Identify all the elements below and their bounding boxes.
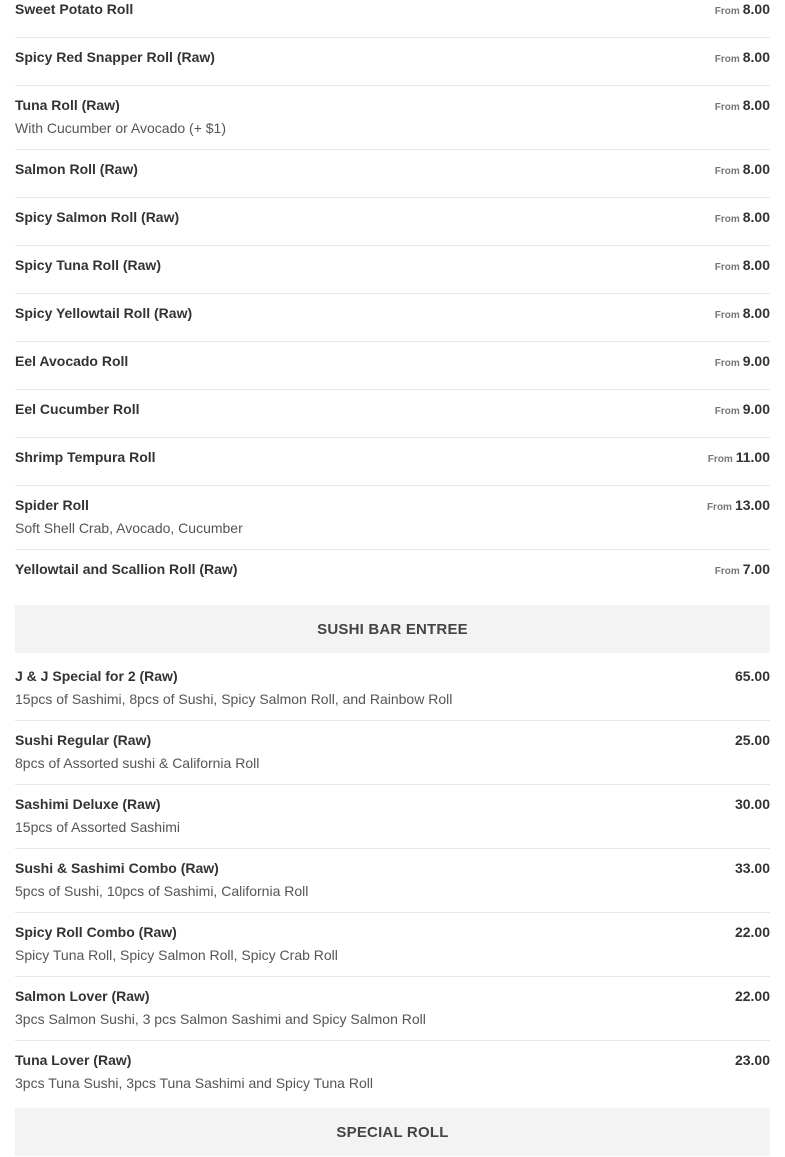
item-description: Spicy Tuna Roll, Spicy Salmon Roll, Spicy Crab Roll xyxy=(15,947,338,963)
item-price: 30.00 xyxy=(734,796,770,812)
item-name: Eel Avocado Roll xyxy=(15,353,129,369)
item-name: Spicy Tuna Roll (Raw) xyxy=(15,257,161,273)
item-price: 8.00 xyxy=(742,161,770,177)
item-price: 9.00 xyxy=(742,353,770,369)
from-label: From xyxy=(714,166,740,177)
item-description: Soft Shell Crab, Avocado, Cucumber xyxy=(15,520,243,536)
from-label: From xyxy=(714,310,740,321)
item-price: 11.00 xyxy=(735,449,770,465)
menu-item[interactable] xyxy=(15,38,770,86)
menu-item[interactable] xyxy=(15,486,770,550)
item-price: 23.00 xyxy=(734,1052,770,1068)
item-name: Sushi & Sashimi Combo (Raw) xyxy=(15,860,219,876)
item-price: 8.00 xyxy=(742,209,770,225)
item-name: Eel Cucumber Roll xyxy=(15,401,140,417)
menu-item[interactable] xyxy=(15,657,770,721)
section-header-special-roll: SPECIAL ROLL xyxy=(15,1108,770,1156)
from-label: From xyxy=(714,358,740,369)
item-description: 3pcs Salmon Sushi, 3 pcs Salmon Sashimi and Spicy Salmon Roll xyxy=(15,1011,426,1027)
menu-item[interactable] xyxy=(15,849,770,913)
item-price: 8.00 xyxy=(742,1,770,17)
item-name: Salmon Roll (Raw) xyxy=(15,161,138,177)
menu-item[interactable] xyxy=(15,1041,770,1105)
item-description: 3pcs Tuna Sushi, 3pcs Tuna Sashimi and Spicy Tuna Roll xyxy=(15,1075,373,1091)
menu-item[interactable] xyxy=(15,785,770,849)
menu-item[interactable] xyxy=(15,150,770,198)
menu-item[interactable] xyxy=(15,721,770,785)
item-price: 7.00 xyxy=(742,561,770,577)
item-name: Spicy Salmon Roll (Raw) xyxy=(15,209,180,225)
from-label: From xyxy=(706,502,732,513)
menu-item[interactable] xyxy=(15,913,770,977)
from-label: From xyxy=(714,102,740,113)
item-price: 25.00 xyxy=(734,732,770,748)
from-label: From xyxy=(714,6,740,17)
menu-item[interactable] xyxy=(15,390,770,438)
item-price: 65.00 xyxy=(734,668,770,684)
menu-item[interactable] xyxy=(15,246,770,294)
menu-item[interactable] xyxy=(15,0,770,38)
item-name: Spider Roll xyxy=(15,497,89,513)
item-price: 33.00 xyxy=(734,860,770,876)
item-price: 8.00 xyxy=(742,49,770,65)
menu-item[interactable] xyxy=(15,550,770,598)
item-name: Yellowtail and Scallion Roll (Raw) xyxy=(15,561,238,577)
menu xyxy=(15,0,770,1156)
from-label: From xyxy=(714,566,740,577)
item-name: Salmon Lover (Raw) xyxy=(15,988,150,1004)
menu-item[interactable] xyxy=(15,977,770,1041)
from-label: From xyxy=(714,262,740,273)
item-price: 8.00 xyxy=(742,305,770,321)
menu-item[interactable] xyxy=(15,86,770,150)
item-name: Sashimi Deluxe (Raw) xyxy=(15,796,161,812)
item-price: 8.00 xyxy=(742,257,770,273)
item-name: Spicy Roll Combo (Raw) xyxy=(15,924,177,940)
item-name: Spicy Yellowtail Roll (Raw) xyxy=(15,305,193,321)
item-description: 15pcs of Sashimi, 8pcs of Sushi, Spicy Salmon Roll, and Rainbow Roll xyxy=(15,691,453,707)
item-price: 13.00 xyxy=(734,497,770,513)
item-price: 22.00 xyxy=(734,924,770,940)
item-price: 22.00 xyxy=(734,988,770,1004)
item-name: Tuna Lover (Raw) xyxy=(15,1052,132,1068)
from-label: From xyxy=(714,214,740,225)
item-name: Sweet Potato Roll xyxy=(15,1,134,17)
section-header-sushi-bar-entree: SUSHI BAR ENTREE xyxy=(15,605,770,653)
item-name: Tuna Roll (Raw) xyxy=(15,97,120,113)
item-name: Spicy Red Snapper Roll (Raw) xyxy=(15,49,215,65)
item-description: 5pcs of Sushi, 10pcs of Sashimi, California Roll xyxy=(15,883,309,899)
item-price: 9.00 xyxy=(742,401,770,417)
item-description: 8pcs of Assorted sushi & California Roll xyxy=(15,755,260,771)
item-description: 15pcs of Assorted Sashimi xyxy=(15,819,180,835)
item-name: Sushi Regular (Raw) xyxy=(15,732,152,748)
item-description: With Cucumber or Avocado (+ $1) xyxy=(15,120,227,136)
from-label: From xyxy=(714,54,740,65)
from-label: From xyxy=(714,406,740,417)
menu-item[interactable] xyxy=(15,438,770,486)
menu-item[interactable] xyxy=(15,198,770,246)
menu-item[interactable] xyxy=(15,342,770,390)
menu-item[interactable] xyxy=(15,294,770,342)
item-name: Shrimp Tempura Roll xyxy=(15,449,156,465)
item-name: J & J Special for 2 (Raw) xyxy=(15,668,178,684)
from-label: From xyxy=(707,454,733,465)
item-price: 8.00 xyxy=(742,97,770,113)
